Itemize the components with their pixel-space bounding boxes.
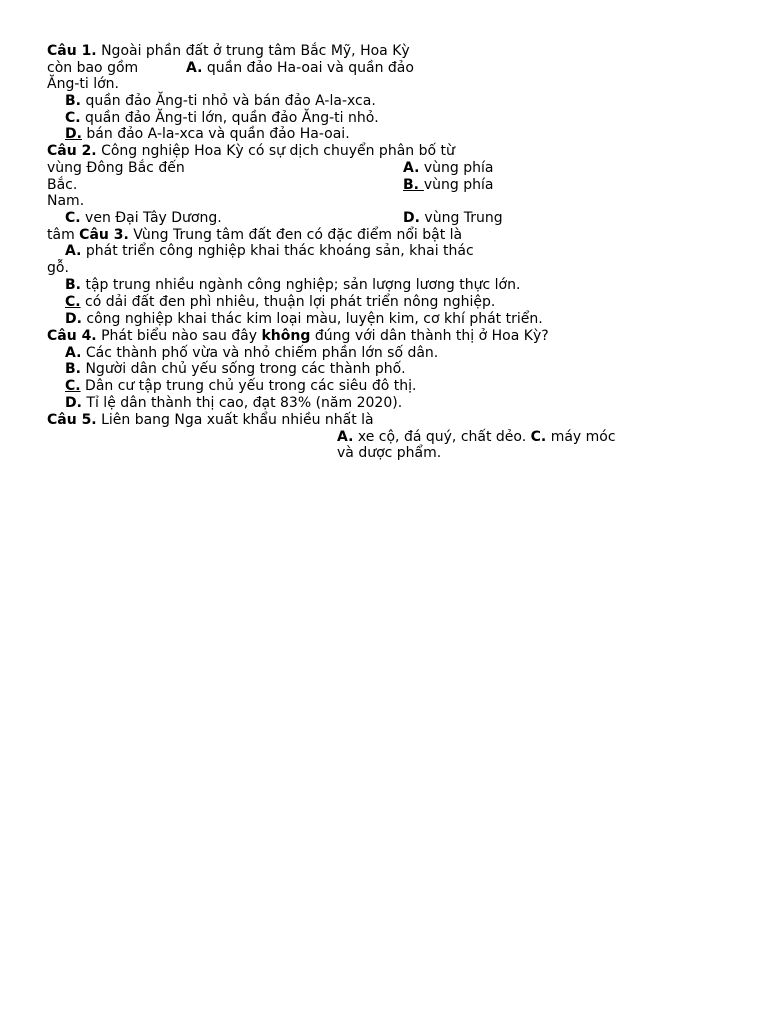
question-5-option-c-cont: và dược phẩm. [337, 445, 442, 461]
question-2-label: Câu 2. [47, 143, 97, 159]
question-3-option-c: C. có dải đất đen phì nhiêu, thuận lợi phát triển nông nghiệp. [65, 294, 496, 310]
question-4-option-a: A. Các thành phố vừa và nhỏ chiếm phần lớn số dân. [65, 345, 439, 361]
question-1-option-a: A. quần đảo Ha-oai và quần đảo [186, 60, 414, 76]
question-4-option-b: B. Người dân chủ yếu sống trong các thành phố. [65, 361, 406, 377]
question-4-option-d: D. Tỉ lệ dân thành thị cao, đạt 83% (năm 2020). [65, 395, 403, 411]
question-3-label: Câu 3. [79, 227, 129, 243]
question-3-option-d: D. công nghiệp khai thác kim loại màu, luyện kim, cơ khí phát triển. [65, 311, 543, 327]
question-1-stem: Câu 1. Ngoài phần đất ở trung tâm Bắc Mỹ, Hoa Kỳ [47, 43, 410, 59]
question-2-option-a-cont: Bắc. [47, 177, 78, 193]
question-2-option-d-cont: tâm [47, 227, 75, 243]
question-1-option-d: D. bán đảo A-la-xca và quần đảo Ha-oai. [65, 126, 350, 142]
question-2-option-c: C. ven Đại Tây Dương. [65, 210, 222, 226]
question-1-label: Câu 1. [47, 43, 97, 59]
question-2-option-b: B. vùng phía [403, 177, 494, 193]
question-1-option-c: C. quần đảo Ăng-ti lớn, quần đảo Ăng-ti nhỏ. [65, 110, 379, 126]
question-2-stem: Câu 2. Công nghiệp Hoa Kỳ có sự dịch chuyển phân bố từ [47, 143, 455, 159]
question-5-options: A. xe cộ, đá quý, chất dẻo. C. máy móc [337, 429, 616, 445]
question-4-stem: Câu 4. Phát biểu nào sau đây không đúng với dân thành thị ở Hoa Kỳ? [47, 328, 549, 344]
question-3-option-a: A. phát triển công nghiệp khai thác khoáng sản, khai thác [65, 243, 474, 259]
question-2-option-b-cont: Nam. [47, 193, 85, 209]
question-2-option-d: D. vùng Trung [403, 210, 503, 226]
question-4-option-c: C. Dân cư tập trung chủ yếu trong các siêu đô thị. [65, 378, 417, 394]
question-1-stem-cont: còn bao gồm [47, 60, 139, 76]
question-1-option-b: B. quần đảo Ăng-ti nhỏ và bán đảo A-la-xca. [65, 93, 376, 109]
question-4-label: Câu 4. [47, 328, 97, 344]
question-5-stem: Câu 5. Liên bang Nga xuất khẩu nhiều nhất là [47, 412, 374, 428]
question-2-stem-cont: vùng Đông Bắc đến [47, 160, 185, 176]
question-3-stem: tâm Câu 3. Vùng Trung tâm đất đen có đặc điểm nổi bật là [47, 227, 463, 243]
question-5-label: Câu 5. [47, 412, 97, 428]
question-2-option-a: A. vùng phía [403, 160, 494, 176]
question-3-option-b: B. tập trung nhiều ngành công nghiệp; sản lượng lương thực lớn. [65, 277, 521, 293]
question-1-option-a-cont: Ăng-ti lớn. [47, 76, 119, 92]
question-3-option-a-cont: gỗ. [47, 260, 69, 276]
